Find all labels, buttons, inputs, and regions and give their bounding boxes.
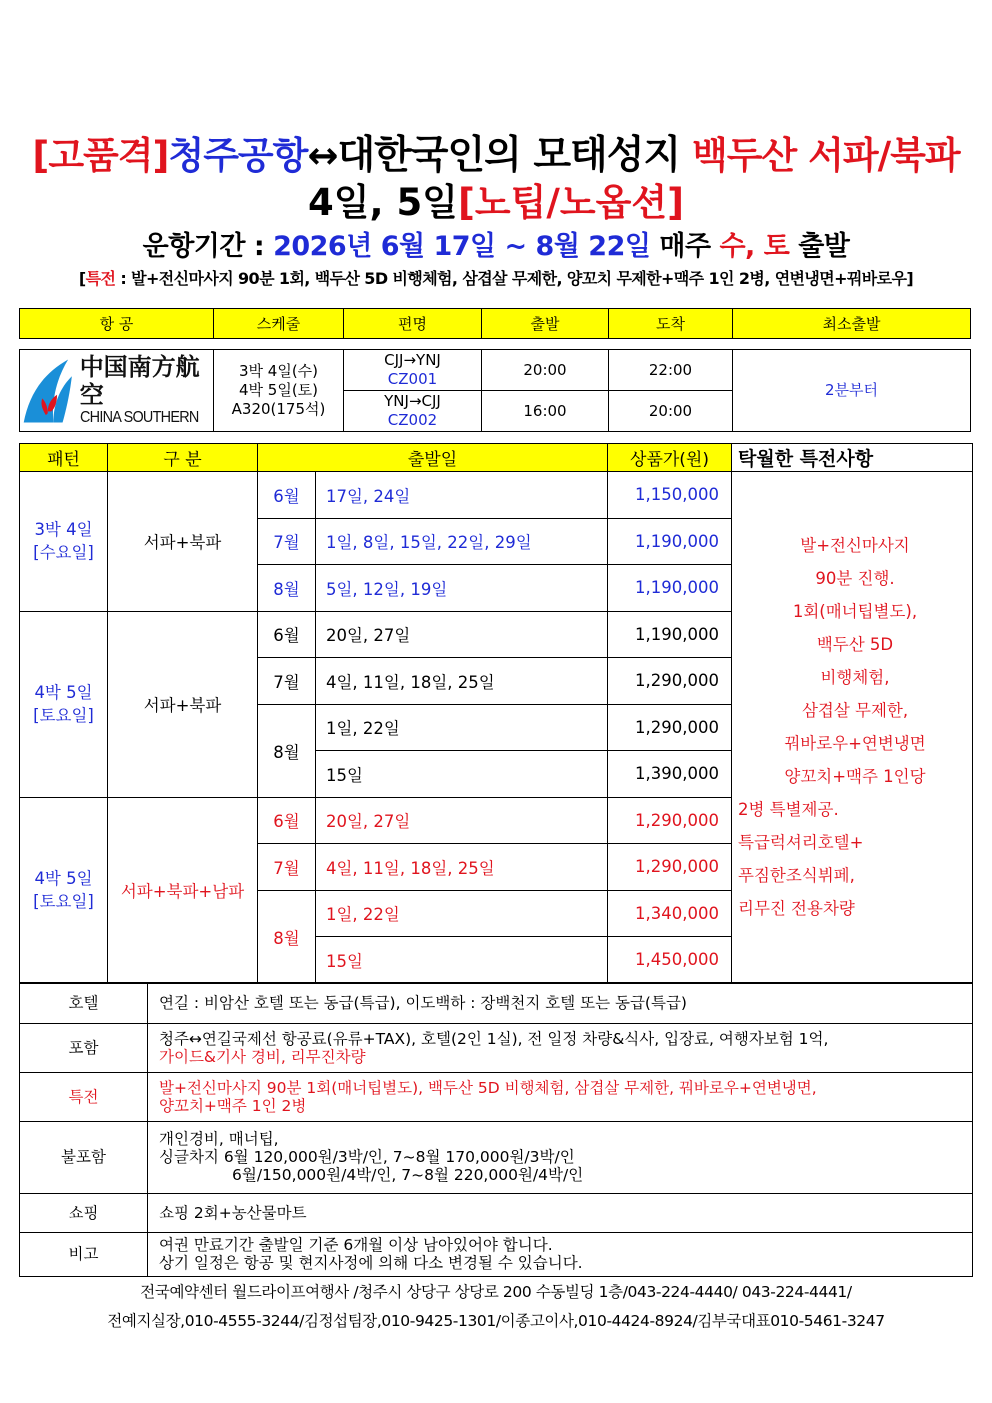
price-cell: 1,290,000	[608, 658, 732, 705]
month-cell: 7월	[258, 658, 316, 705]
month-cell: 7월	[258, 844, 316, 891]
footer-agency: 전국예약센터 월드라이프여행사 /청주시 상당구 상당로 200 수동빌딩 1층/043-224-4440/ 043-224-4441/	[140, 1283, 852, 1301]
price-cell: 1,190,000	[608, 518, 732, 565]
dates-cell: 15일	[316, 751, 608, 798]
dates-cell: 4일, 11일, 18일, 25일	[316, 844, 608, 891]
perk-line: 2병 특별제공.	[738, 800, 839, 820]
pattern-cell	[20, 472, 108, 612]
flight-table	[19, 349, 971, 432]
pattern-day: [토요일]	[33, 706, 94, 725]
perks-summary	[0, 266, 992, 289]
pattern-day: [토요일]	[33, 892, 94, 911]
month-cell: 7월	[258, 518, 316, 565]
pattern-nights: 4박 5일	[34, 869, 93, 888]
dates-cell: 17일, 24일	[316, 472, 608, 519]
title-arrow: ↔	[307, 134, 338, 177]
month-cell: 6월	[258, 611, 316, 658]
perk-line: 특급럭셔리호텔+	[738, 833, 864, 853]
info-table	[19, 982, 973, 1277]
perks-text: 발+전신마사지 90분 1회, 백두산 5D 비행체험, 삼겹살 무제한, 양꼬치 무제한+맥주 1인 2병, 연변냉면+꿔바로우]	[126, 269, 914, 288]
exclude-content	[148, 1121, 973, 1193]
note-content	[148, 1232, 973, 1276]
header-depart: 출발	[482, 309, 609, 339]
perks-label: 특전	[85, 269, 116, 288]
include-line: 가이드&기사 경비, 리무진차량	[159, 1047, 366, 1066]
type-cell: 서파+북파	[108, 472, 258, 612]
month-cell: 8월	[258, 565, 316, 612]
price-cell: 1,450,000	[608, 937, 732, 984]
include-line: 청주↔연길국제선 항공료(유류+TAX), 호텔(2인 1실), 전 일정 차량&식사, 입장료, 여행자보험 1억,	[159, 1029, 829, 1048]
perks-bracket: [	[78, 269, 86, 288]
type-cell: 서파+북파+남파	[108, 797, 258, 983]
leg-route: CJJ→YNJ	[384, 351, 441, 369]
price-cell: 1,290,000	[608, 797, 732, 844]
exclude-line: 싱글차지 6월 120,000원/3박/인, 7~8월 170,000원/3박/인	[159, 1148, 575, 1166]
title-airport: 청주공항	[168, 134, 308, 177]
note-line: 상기 일정은 항공 및 현지사정에 의해 다소 변경될 수 있습니다.	[159, 1254, 583, 1272]
price-cell: 1,390,000	[608, 751, 732, 798]
month-cell: 8월	[258, 890, 316, 983]
leg-arrive-time: 22:00	[609, 350, 733, 391]
month-cell: 6월	[258, 472, 316, 519]
hotel-label: 호텔	[20, 983, 148, 1023]
perks-line: 양꼬치+맥주 1인 2병	[159, 1096, 307, 1115]
perk-line: 1회(매너팁별도),	[792, 602, 918, 622]
price-cell: 1,150,000	[608, 472, 732, 519]
perks-line: 발+전신마사지 90분 1회(매너팁별도), 백두산 5D 비행체험, 삼겹살 무제한, 꿔바로우+연변냉면,	[159, 1078, 817, 1097]
pattern-cell	[20, 797, 108, 983]
dates-cell: 1일, 22일	[316, 890, 608, 937]
exclude-line: 6월/150,000원/4박/인, 7~8월 220,000원/4박/인	[232, 1166, 584, 1184]
shopping-label: 쇼핑	[20, 1193, 148, 1232]
month-cell: 6월	[258, 797, 316, 844]
schedule-line: 3박 4일(수)	[238, 362, 319, 380]
pattern-nights: 4박 5일	[34, 683, 93, 702]
kapok-flower-icon	[20, 355, 74, 427]
title-options: [노팁/노옵션]	[457, 181, 684, 224]
price-cell: 1,190,000	[608, 565, 732, 612]
include-label: 포함	[20, 1023, 148, 1072]
leg-arrive-time: 20:00	[609, 391, 733, 432]
header-pattern: 패턴	[20, 444, 108, 472]
exclude-line: 개인경비, 매너팁,	[159, 1130, 279, 1148]
header-min-departure: 최소출발	[733, 309, 971, 339]
hotel-content: 연길 : 비암산 호텔 또는 동급(특급), 이도백하 : 장백천지 호텔 또는 동급(특급)	[148, 983, 973, 1023]
airline-name-en: CHINA SOUTHERN	[79, 409, 199, 427]
dates-cell: 20일, 27일	[316, 611, 608, 658]
flight-leg-cell	[344, 391, 482, 432]
title-headline: 대한국인의 모태성지	[337, 133, 681, 178]
header-flight-no: 편명	[344, 309, 482, 339]
perk-line: 백두산 5D	[816, 635, 894, 655]
operation-period	[0, 224, 992, 263]
dates-cell: 20일, 27일	[316, 797, 608, 844]
perk-line: 꿔바로우+연변냉면	[784, 734, 926, 754]
perk-line: 비행체험,	[820, 668, 890, 688]
pattern-cell	[20, 611, 108, 797]
leg-depart-time: 16:00	[482, 391, 609, 432]
price-table	[19, 443, 973, 984]
period-depart: 출발	[798, 231, 850, 262]
perks-label-cell: 특전	[20, 1072, 148, 1121]
schedule-line: 4박 5일(토)	[238, 381, 319, 399]
price-cell: 1,290,000	[608, 844, 732, 891]
title-premium: [고품격]	[32, 134, 169, 177]
page-subtitle	[0, 172, 992, 226]
include-content	[148, 1023, 973, 1072]
header-dates: 출발일	[258, 444, 608, 472]
leg-depart-time: 20:00	[482, 350, 609, 391]
flight-leg-cell	[344, 350, 482, 391]
period-days: 수, 토	[719, 231, 790, 262]
header-arrive: 도착	[609, 309, 733, 339]
leg-flight-no: CZ002	[387, 411, 438, 429]
type-cell: 서파+북파	[108, 611, 258, 797]
perk-line: 삼겹살 무제한,	[801, 701, 909, 721]
dates-cell: 5일, 12일, 19일	[316, 565, 608, 612]
dates-cell: 1일, 8일, 15일, 22일, 29일	[316, 518, 608, 565]
period-weekly: 매주	[659, 231, 711, 262]
dates-cell: 4일, 11일, 18일, 25일	[316, 658, 608, 705]
perk-line: 90분 진행.	[815, 569, 895, 589]
exclude-label: 불포함	[20, 1121, 148, 1193]
price-cell: 1,290,000	[608, 704, 732, 751]
price-cell: 1,190,000	[608, 611, 732, 658]
header-type: 구 분	[108, 444, 258, 472]
title-destination: 백두산 서파/북파	[691, 134, 960, 177]
schedule-cell	[214, 350, 344, 432]
schedule-line: A320(175석)	[231, 400, 326, 418]
perk-line: 푸짐한조식뷔페,	[738, 866, 855, 886]
airline-name-cn: 中国南方航空	[79, 353, 200, 409]
pattern-day: [수요일]	[33, 543, 94, 563]
leg-flight-no: CZ001	[387, 370, 438, 388]
header-price: 상품가(원)	[608, 444, 732, 472]
min-departure: 2분부터	[733, 350, 971, 432]
period-label: 운항기간 :	[142, 231, 265, 262]
header-airline: 항 공	[20, 309, 214, 339]
header-perks: 탁월한 특전사항	[732, 444, 973, 472]
footer-contacts: 전예지실장,010-4555-3244/김정섭팀장,010-9425-1301/이종고이사,010-4424-8924/김부국대표010-5461-3247	[107, 1312, 885, 1330]
perks-highlight-cell	[732, 472, 973, 984]
note-label: 비고	[20, 1232, 148, 1276]
perk-line: 발+전신마사지	[800, 536, 910, 556]
title-duration: 4일, 5일	[308, 181, 458, 224]
month-cell: 8월	[258, 704, 316, 797]
note-line: 여권 만료기간 출발일 기준 6개월 이상 남아있어야 합니다.	[159, 1236, 553, 1254]
perk-line: 양꼬치+맥주 1인당	[784, 767, 926, 787]
airline-logo-cell	[20, 350, 214, 432]
perks-colon: :	[115, 269, 127, 288]
pattern-nights: 3박 4일	[34, 520, 93, 540]
price-cell: 1,340,000	[608, 890, 732, 937]
leg-route: YNJ→CJJ	[384, 392, 441, 410]
dates-cell: 1일, 22일	[316, 704, 608, 751]
dates-cell: 15일	[316, 937, 608, 984]
header-schedule: 스케줄	[214, 309, 344, 339]
perks-content	[148, 1072, 973, 1121]
shopping-content: 쇼핑 2회+농산물마트	[148, 1193, 973, 1232]
period-dates: 2026년 6월 17일 ~ 8월 22일	[273, 231, 651, 262]
perk-line: 리무진 전용차량	[738, 899, 855, 919]
flight-header-table	[19, 308, 971, 339]
